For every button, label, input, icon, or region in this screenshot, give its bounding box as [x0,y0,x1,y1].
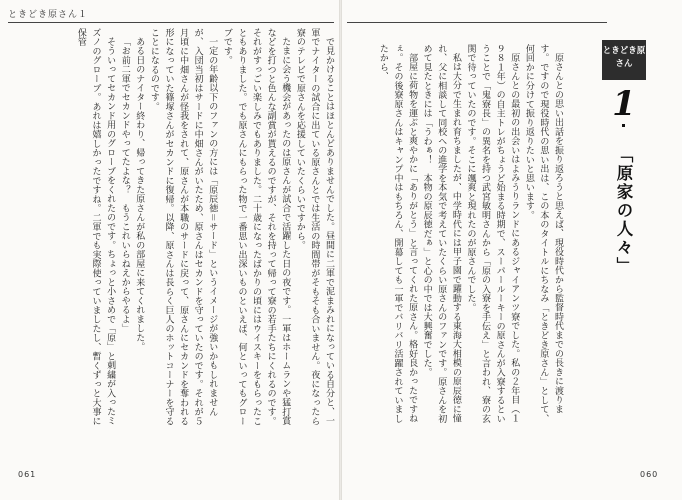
running-head: ときどき原さん１ [8,10,89,20]
chapter-number: 1 [612,84,636,124]
paragraph: で見かけることはほとんどありませんでした。昼間に二軍で泥まみれになっている自分と、一軍でナイターの試合に出ている原さんとでは生活の時間帯がそもそも合いません。夜になったら寮のテレビで原さんを応援していたくらいですから。 [294,28,334,426]
paragraph: 一定の年齢以下のファンの方には「原辰徳＝サード」というイメージが強いかもしれませんが、入団当初はサードに中畑さんがいたため、原さんはセカンドを守っていたのです。それが５月頃に中畑さんが怪我をされて、原さんが本職のサードに戻って、原さんにセカンドを奪われる形になっていた篠塚さんがセカンドに復帰。以降、原さんは長らく巨人のホットコーナーを守ることになるのです。 [148,28,218,426]
paragraph: 原さんとの思い出話を振り返ろうと思えば、現役時代から監督時代までの長きに渡ります。ですので現役時代の思い出は、この本のタイトルにちなみ「ときどき原さん」として、何回かに分けて振り返りたいと思います。 [523,44,563,424]
running-head-rule [8,22,334,23]
paragraph: たまに会う機会があったのは原さんが試合で活躍した日の夜です。一軍はホームランや猛打賞などを打つと色んな副賞が貰えるのですが、それを持って帰って寮の若手たちにくれるのです。それがすっごい楽しみでもありました。二十歳になったばかりの頃にはウイスキーをもらったこともありました。でも原さんにもらった物で一番思い出深いものといえば、何といってもグローブです。 [221,28,291,426]
chapter-dot [622,124,625,127]
paragraph: 私は大分で生まれ育ちましたが、中学時代には甲子園で躍動する東海大相模の原辰徳に憧れ、父に相談して同校への進学を本気で考えていたくらい原さんのファンです。原さんを初めて見たときには「うわぁ！ 本物の原辰徳だぁ」と心の中では大興奮でした。 [421,44,461,424]
paragraph: 原さんとの最初の出会いはよみうりランドにあるジャイアンツ寮でした。私の２年目（１９８１年）の自主トレがちょうど始まる時期で、スーパールーキーの原さんが入寮するということで「鬼寮長」の異名を持つ武宮敏明さんから「原の入寮を手伝え」と言われ、寮の玄関で待っていたのです。そこに颯爽と現れたのが原さんでした。 [465,44,520,424]
left-page-body [60,28,336,430]
chapter-title: 「原家の人々」 [614,146,633,276]
paragraph: そういってセカンド用のグローブをくれたのです。ちょっと小さめで「原」と刺繍が入ったミズノのグローブ。あれは嬉しかったですね。二軍でも実際使っていましたし、暫くずっと大事に保管 [75,28,116,426]
running-head-rule-right [347,22,607,23]
page-number-left: 061 [18,470,37,479]
paragraph: 「お前二軍でセカンドやってたよな？ もうこれいらねえからやるよ」 [119,37,130,333]
paragraph: ある日のナイター終わり、帰ってきた原さんが私の部屋に来てくれました。 [134,37,145,352]
right-page-body [349,44,565,430]
series-label-box: ときどき原さん [602,40,646,80]
paragraph: 部屋に荷物を運ぶと爽やかに「ありがとう」と言ってくれた原さん。格好良かったですねぇ。その後寮原さんはキャンプ中はもちろん、開幕しても一軍でバリバリ活躍されていましたから、 [377,44,418,424]
page-number-right: 060 [640,470,659,479]
book-gutter [339,0,342,500]
